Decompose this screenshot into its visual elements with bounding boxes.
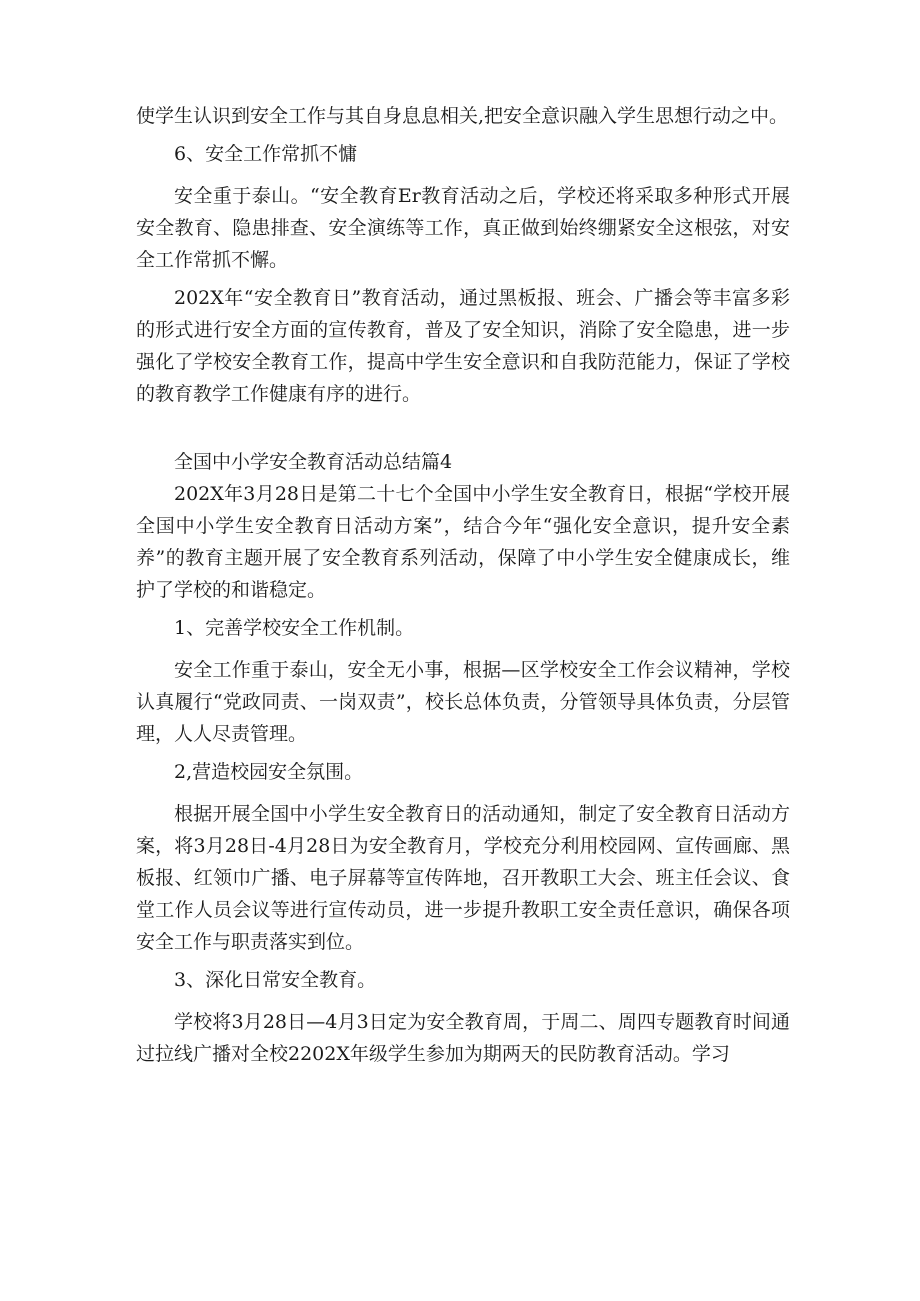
paragraph-safety-first: 安全重于泰山。“安全教育Er教育活动之后，学校还将采取多种形式开展安全教育、隐患排查、安全演练等工作，真正做到始终绷紧安全这根弦，对安全工作常抓不懈。: [136, 185, 790, 271]
paragraph-atmosphere: 根据开展全国中小学生安全教育日的活动通知，制定了安全教育日活动方案，将3月28日-4月28日为安全教育月，学校充分利用校园网、宣传画廊、黑板报、红领巾广播、电子屏幕等宣传阵地，召开教职工大会、班主任会议、食堂工作人员会议等进行宣传动员，进一步提升教职工安全责任意识，确保各项安全工作与职责落实到位。: [136, 803, 790, 953]
heading-item-2: 2,营造校园安全氛围。: [174, 761, 364, 783]
document-page: [136, 100, 790, 1070]
paragraph-summary: 202X年“安全教育日”教育活动，通过黑板报、班会、广播会等丰富多彩的形式进行安全方面的宣传教育，普及了安全知识，消除了安全隐患，进一步强化了学校安全教育工作，提高中学生安全意识和自我防范能力，保证了学校的教育教学工作健康有序的进行。: [136, 287, 790, 405]
heading-item-1: 1、完善学校安全工作机制。: [174, 617, 415, 639]
paragraph-intro-part-4: 202X年3月28日是第二十七个全国中小学生安全教育日，根据“学校开展全国中小学生安全教育日活动方案”，结合今年“强化安全意识，提升安全素养”的教育主题开展了安全教育系列活动，保障了中小学生安全健康成长，维护了学校的和谐稳定。: [136, 483, 790, 601]
heading-item-6: 6、安全工作常抓不慵: [174, 143, 358, 165]
paragraph-safety-awareness: 使学生认识到安全工作与其自身息息相关,把安全意识融入学生思想行动之中。: [136, 105, 789, 127]
paragraph-mechanism: 安全工作重于泰山，安全无小事，根据—区学校安全工作会议精神，学校认真履行“党政同责、一岗双责”，校长总体负责，分管领导具体负责，分层管理，人人尽责管理。: [136, 659, 790, 745]
paragraph-daily-education: 学校将3月28日—4月3日定为安全教育周，于周二、周四专题教育时间通过拉线广播对全校2202X年级学生参加为期两天的民防教育活动。学习: [136, 1011, 790, 1065]
heading-item-3: 3、深化日常安全教育。: [174, 969, 377, 991]
section-title-part-4: 全国中小学安全教育活动总结篇4: [174, 451, 453, 473]
